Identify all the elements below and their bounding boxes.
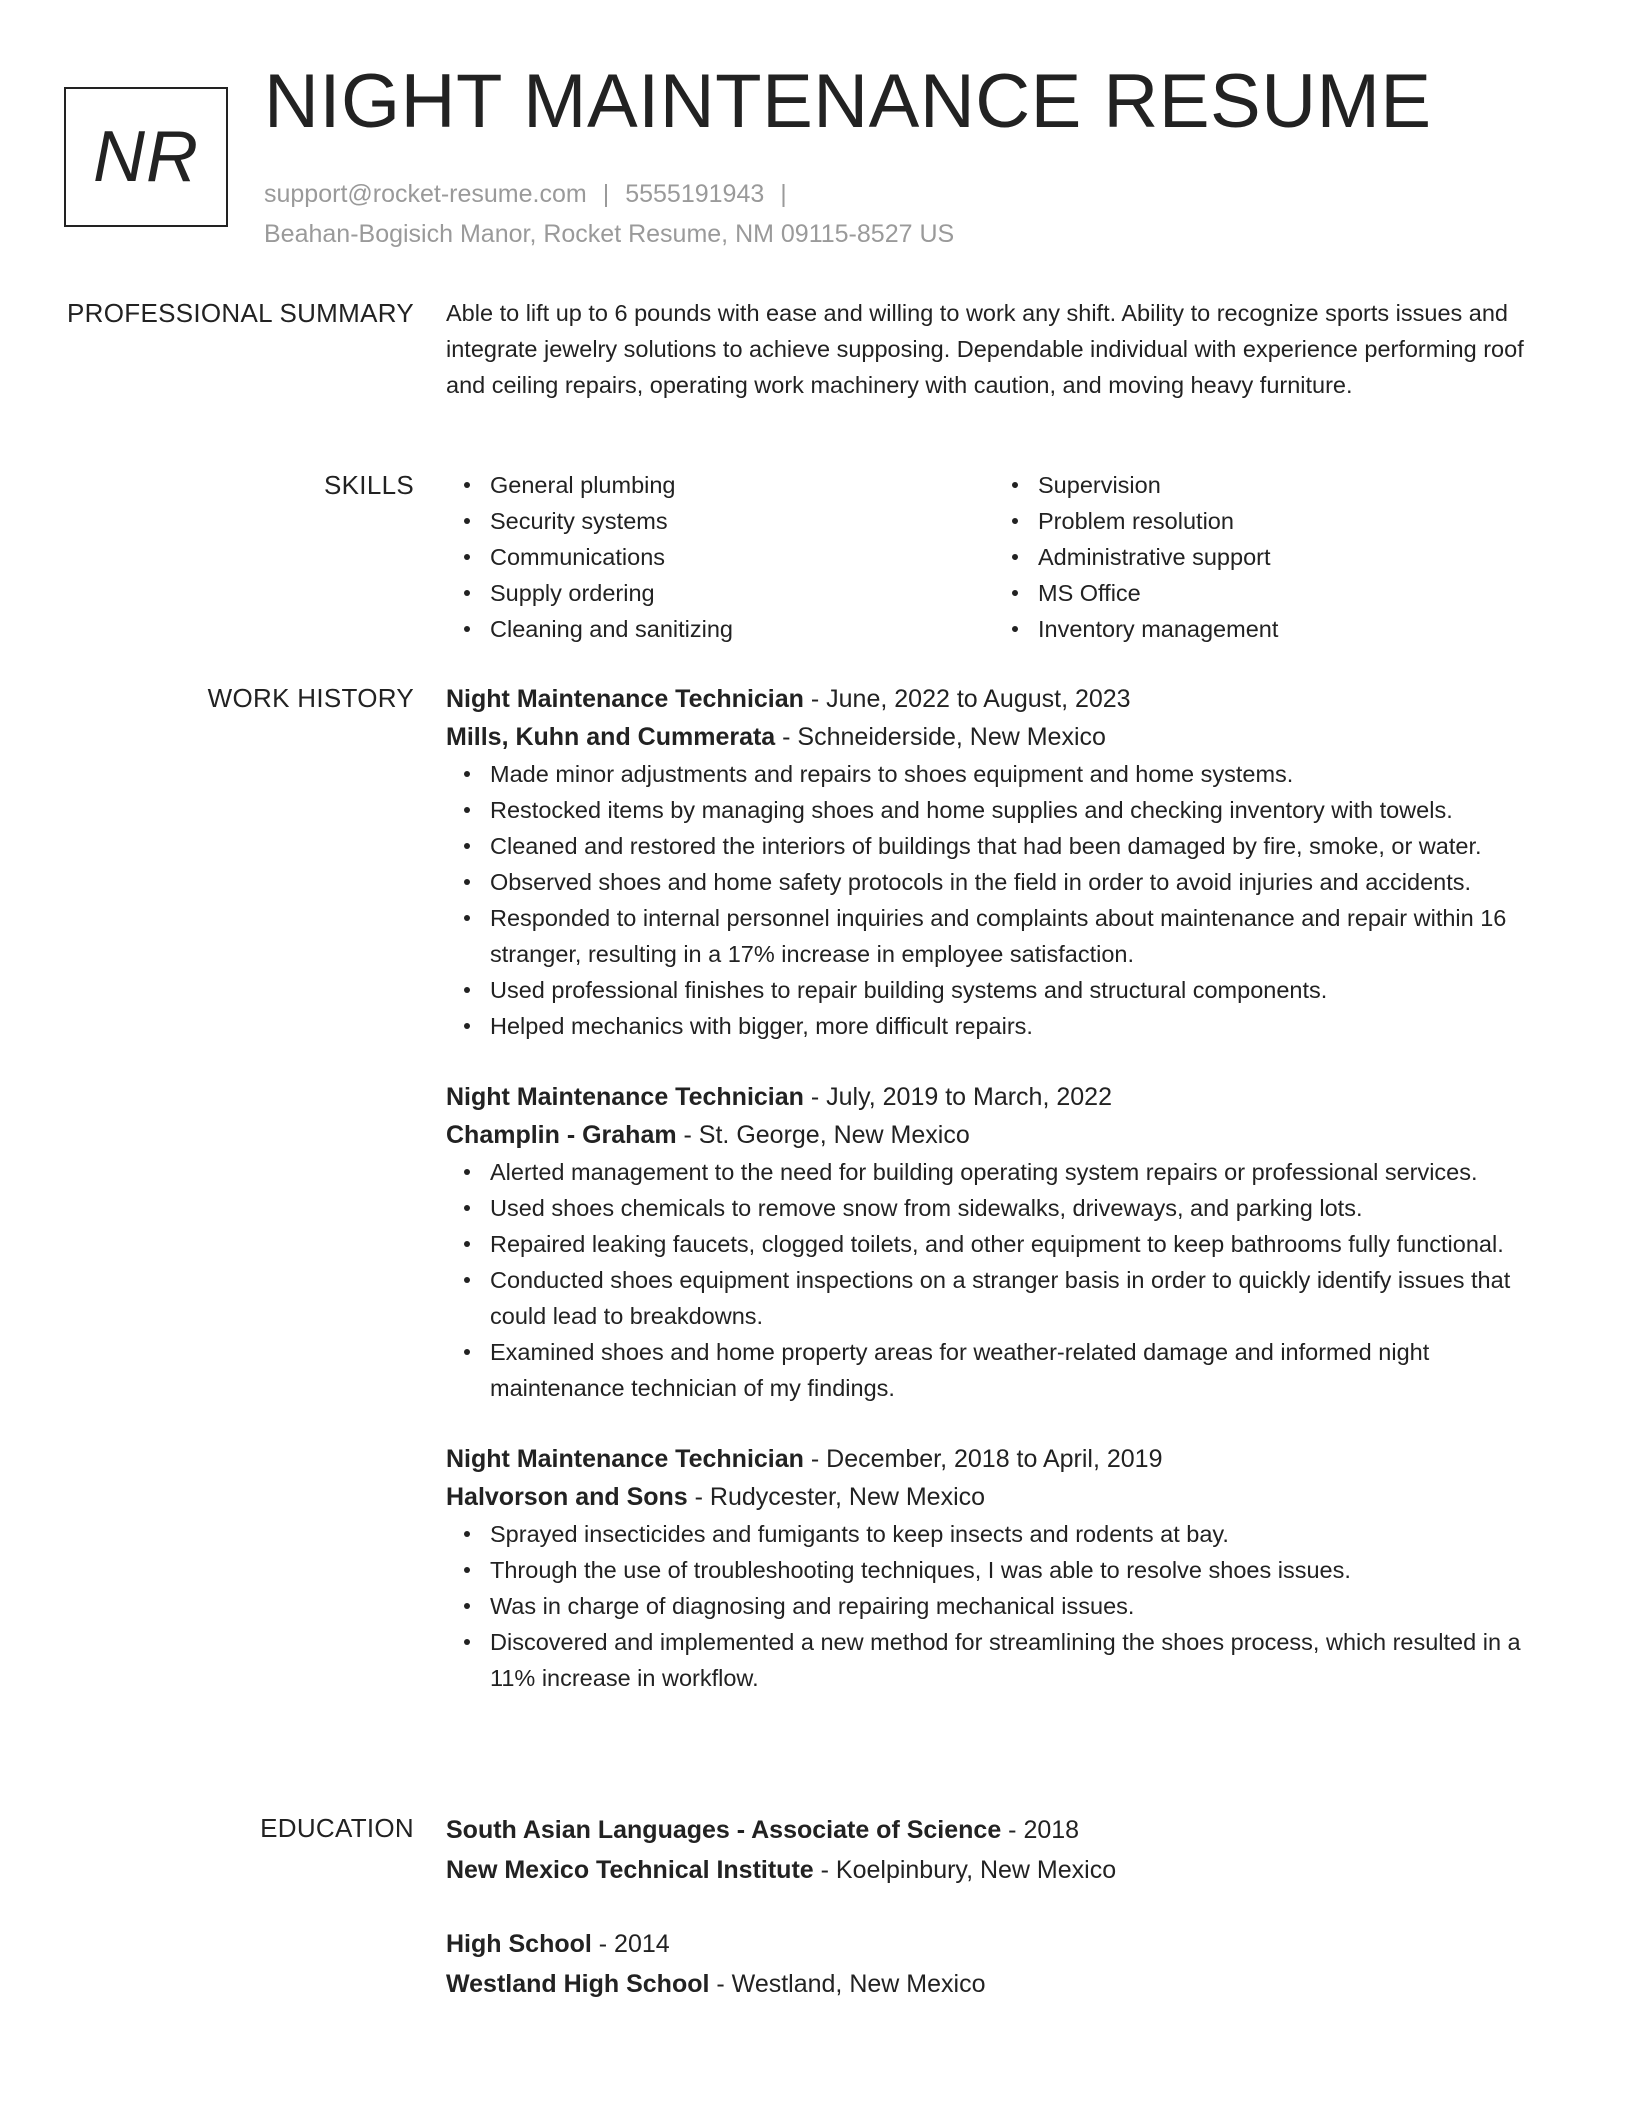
monogram-logo: NR [64, 87, 228, 227]
job-location: - St. George, New Mexico [676, 1121, 970, 1149]
job-entry [446, 680, 1566, 1044]
job-location: - Schneiderside, New Mexico [775, 723, 1106, 751]
job-bullet: Alerted management to the need for building operating system repairs or professional services. [446, 1154, 1566, 1190]
job-company-line [446, 1116, 1566, 1154]
job-bullet: Conducted shoes equipment inspections on a stranger basis in order to quickly identify issues that could lead to breakdowns. [446, 1262, 1566, 1334]
job-role: Night Maintenance Technician [446, 685, 804, 713]
job-company: Mills, Kuhn and Cummerata [446, 723, 776, 751]
section-title-skills: SKILLS [324, 470, 414, 500]
job-bullet: Observed shoes and home safety protocols in the field in order to avoid injuries and accidents. [446, 864, 1566, 900]
skill-item: Supply ordering [446, 575, 994, 611]
section-title-work: WORK HISTORY [207, 683, 414, 713]
job-title-line [446, 680, 1566, 718]
education-degree-line [446, 1924, 1566, 1964]
education-entry [446, 1924, 1566, 2004]
education-location: - Westland, New Mexico [709, 1970, 986, 1998]
summary-body [446, 295, 1566, 403]
education-body [446, 1810, 1566, 2038]
skill-item: Security systems [446, 503, 994, 539]
skill-item: General plumbing [446, 467, 994, 503]
separator: | [602, 180, 610, 208]
job-bullet: Made minor adjustments and repairs to shoes equipment and home systems. [446, 756, 1566, 792]
job-dates: - July, 2019 to March, 2022 [803, 1083, 1112, 1111]
job-role: Night Maintenance Technician [446, 1083, 804, 1111]
education-school-line [446, 1850, 1566, 1890]
work-body [446, 680, 1566, 1730]
job-bullet: Discovered and implemented a new method for streamlining the shoes process, which resulted in a 11% increase in workflow. [446, 1624, 1566, 1696]
education-entry [446, 1810, 1566, 1890]
job-bullet: Restocked items by managing shoes and home supplies and checking inventory with towels. [446, 792, 1566, 828]
job-bullet: Was in charge of diagnosing and repairing mechanical issues. [446, 1588, 1566, 1624]
skill-item: MS Office [994, 575, 1542, 611]
job-entry [446, 1078, 1566, 1406]
section-title-education: EDUCATION [260, 1813, 414, 1843]
separator: | [780, 180, 787, 208]
job-bullet: Responded to internal personnel inquiries and complaints about maintenance and repair within 16 stranger, resulting in a 17% increase in employee satisfaction. [446, 900, 1566, 972]
job-bullet: Used professional finishes to repair building systems and structural components. [446, 972, 1566, 1008]
education-school: New Mexico Technical Institute [446, 1856, 814, 1884]
job-title-line [446, 1078, 1566, 1116]
job-bullet: Examined shoes and home property areas for weather-related damage and informed night maintenance technician of my findings. [446, 1334, 1566, 1406]
skill-item: Supervision [994, 467, 1542, 503]
education-year: - 2018 [1001, 1816, 1080, 1844]
education-school: Westland High School [446, 1970, 710, 1998]
email-link[interactable]: support@rocket-resume.com [264, 180, 587, 208]
skills-body [446, 467, 1566, 647]
job-company-line [446, 718, 1566, 756]
contact-line-1 [264, 174, 954, 214]
skill-item: Cleaning and sanitizing [446, 611, 994, 647]
education-degree: High School [446, 1930, 592, 1958]
education-year: - 2014 [591, 1930, 670, 1958]
job-location: - Rudycester, New Mexico [687, 1483, 986, 1511]
skill-item: Inventory management [994, 611, 1542, 647]
job-bullet: Through the use of troubleshooting techniques, I was able to resolve shoes issues. [446, 1552, 1566, 1588]
job-role: Night Maintenance Technician [446, 1445, 804, 1473]
job-bullet-list [446, 1154, 1566, 1406]
job-bullet-list [446, 1516, 1566, 1696]
job-title-line [446, 1440, 1566, 1478]
contact-info [264, 174, 954, 254]
job-bullet: Repaired leaking faucets, clogged toilets, and other equipment to keep bathrooms fully functional. [446, 1226, 1566, 1262]
job-bullet-list [446, 756, 1566, 1044]
job-company: Champlin - Graham [446, 1121, 677, 1149]
skills-list [446, 467, 1566, 647]
education-degree-line [446, 1810, 1566, 1850]
skill-item: Administrative support [994, 539, 1542, 575]
job-dates: - June, 2022 to August, 2023 [803, 685, 1131, 713]
address: Beahan-Bogisich Manor, Rocket Resume, NM 09115-8527 US [264, 220, 955, 248]
skill-item: Communications [446, 539, 994, 575]
phone-number: 5555191943 [625, 180, 765, 208]
education-location: - Koelpinbury, New Mexico [813, 1856, 1117, 1884]
section-title-summary: PROFESSIONAL SUMMARY [67, 298, 414, 328]
job-bullet: Helped mechanics with bigger, more difficult repairs. [446, 1008, 1566, 1044]
job-bullet: Used shoes chemicals to remove snow from sidewalks, driveways, and parking lots. [446, 1190, 1566, 1226]
job-dates: - December, 2018 to April, 2019 [803, 1445, 1163, 1473]
education-degree: South Asian Languages - Associate of Science [446, 1816, 1002, 1844]
resume-name: NIGHT MAINTENANCE RESUME [264, 59, 1432, 144]
job-entry [446, 1440, 1566, 1696]
job-bullet: Cleaned and restored the interiors of buildings that had been damaged by fire, smoke, or water. [446, 828, 1566, 864]
summary-text: Able to lift up to 6 pounds with ease and willing to work any shift. Ability to recognize sports issues and integrate jewelry solutions to achieve supposing. Dependable individual with experience performing roof and ceiling repairs, operating work machinery with caution, and moving heavy furniture. [446, 300, 1524, 398]
job-company: Halvorson and Sons [446, 1483, 688, 1511]
job-bullet: Sprayed insecticides and fumigants to keep insects and rodents at bay. [446, 1516, 1566, 1552]
education-school-line [446, 1964, 1566, 2004]
skill-item: Problem resolution [994, 503, 1542, 539]
job-company-line [446, 1478, 1566, 1516]
